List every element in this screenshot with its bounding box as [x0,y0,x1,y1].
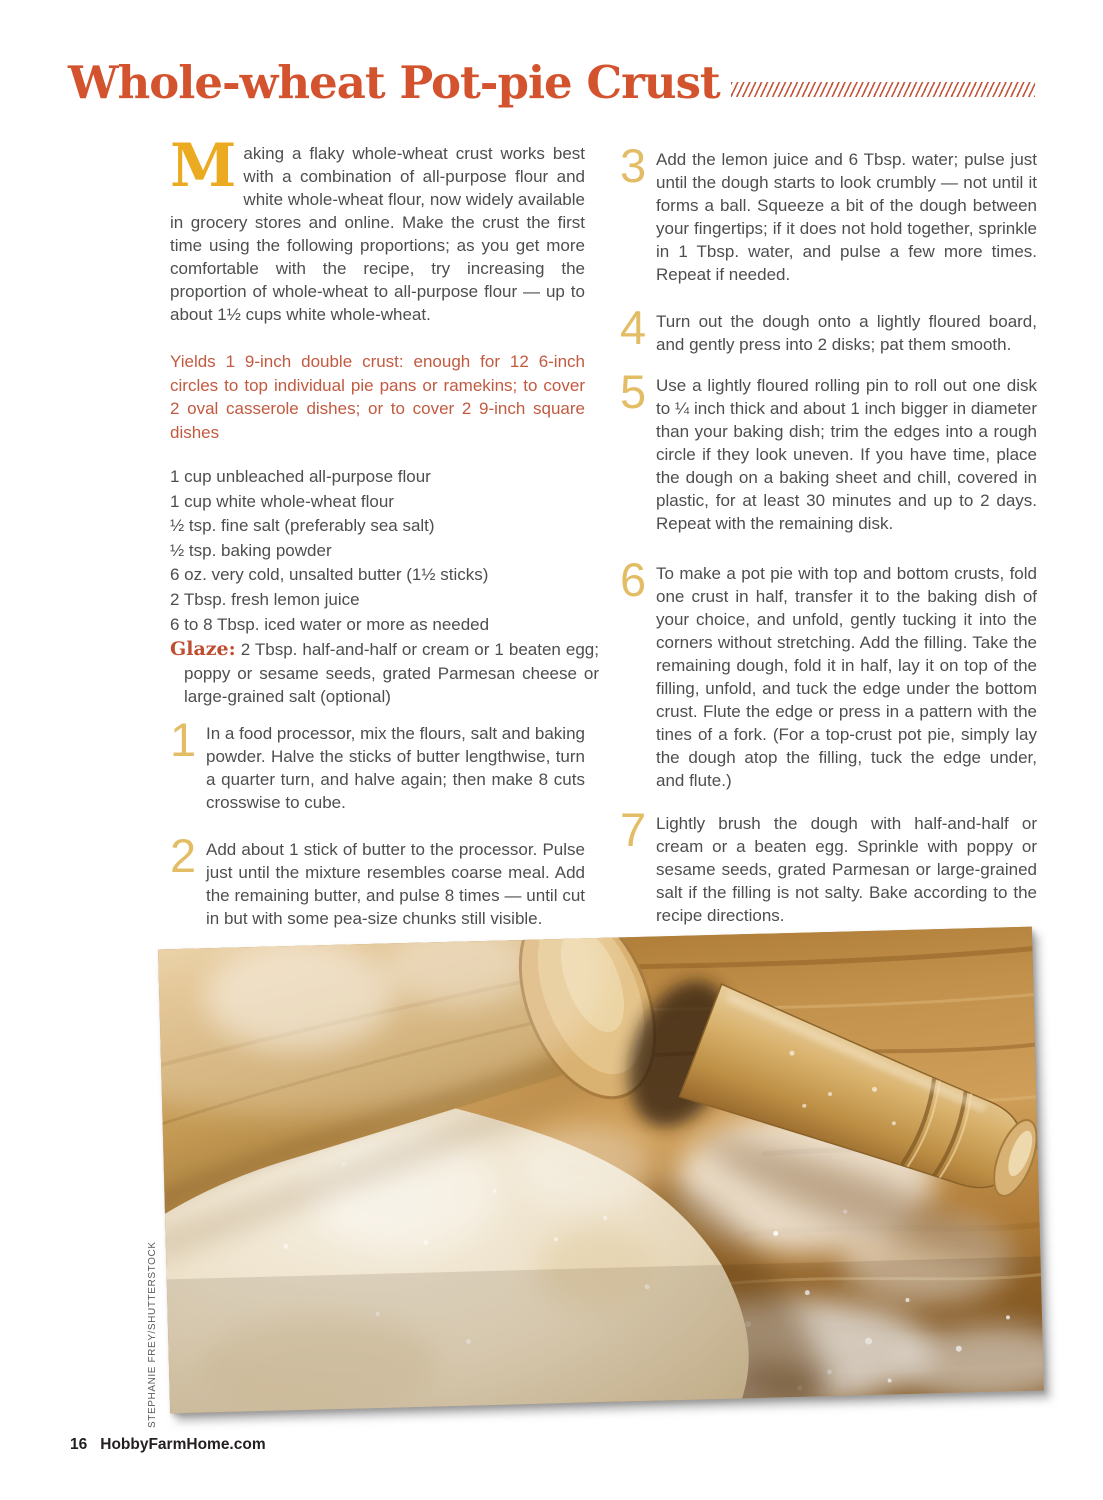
drop-cap: M [170,131,237,201]
step-text: Lightly brush the dough with half-and-half or cream or a beaten egg. Sprinkle with poppy or sesame seeds, grated Parmesan or large-grained salt if the filling is not salty. Bake according to the recipe directions. [656,814,1037,925]
step-number: 5 [620,365,647,418]
step-number: 1 [170,713,197,766]
step-number: 3 [620,139,647,192]
step-6 [620,553,1037,792]
glaze-text: 2 Tbsp. half-and-half or cream or 1 beaten egg; poppy or sesame seeds, grated Parmesan cheese or large-grained salt (optional) [184,640,599,706]
step-3 [620,139,1037,286]
rolling-pin-dough-scene [158,927,1044,1414]
step-text: Add about 1 stick of butter to the processor. Pulse just until the mixture resembles coarse meal. Add the remaining butter, and pulse 8 times — until cut in but with some pea-size chunks still visible. [206,840,585,928]
intro-paragraph [170,131,585,326]
ingredient-item: 6 oz. very cold, unsalted butter (1½ sticks) [170,565,489,585]
step-text: In a food processor, mix the flours, salt and baking powder. Halve the sticks of butter lengthwise, turn a quarter turn, and halve again; then make 8 cuts crosswise to cube. [206,724,585,812]
ingredient-item: ½ tsp. fine salt (preferably sea salt) [170,516,435,536]
step-text: To make a pot pie with top and bottom crusts, fold one crust in half, transfer it to the baking dish of your choice, and unfold, gently tucking it into the corners without stretching. Add the filling. Take the remaining dough, fold it in half, lay it on top of the filling, unfold, and tuck the edge under the bottom crust. Flute the edge or press in a pattern with the tines of a fork. (For a top-crust pot pie, simply lay the dough atop the filling, tuck the edge under, and flute.) [656,564,1037,790]
ingredient-item: ½ tsp. baking powder [170,540,332,560]
step-number: 2 [170,829,197,882]
step-number: 6 [620,553,647,606]
page-footer [70,1436,266,1454]
step-5 [620,365,1037,535]
step-2 [170,829,585,930]
yield-note: Yields 1 9-inch double crust: enough for 12 6-inch circles to top individual pie pans or ramekins; to cover 2 oval casserole dishes; or to cover 2 9-inch square dishes [170,352,585,442]
step-number: 7 [620,803,647,856]
site-name: HobbyFarmHome.com [100,1436,266,1453]
glaze-label: Glaze: [170,638,236,660]
ingredient-item: 6 to 8 Tbsp. iced water or more as needed [170,614,490,634]
step-text: Add the lemon juice and 6 Tbsp. water; pulse just until the dough starts to look crumbly — not until it forms a ball. Squeeze a bit of the dough between your fingertips; if it does not hold together, sprinkle in 1 Tbsp. water, and pulse a few more times. Repeat if needed. [656,150,1037,284]
step-text: Use a lightly floured rolling pin to roll out one disk to ¼ inch thick and about 1 inch bigger in diameter than your baking dish; trim the edges into a rough circle if they look uneven. If you have time, place the dough on a baking sheet and chill, covered in plastic, for at least 30 minutes and up to 2 days. Repeat with the remaining disk. [656,376,1037,533]
step-1 [170,713,585,814]
page-number: 16 [70,1436,88,1453]
page-title: Whole-wheat Pot-pie Crust [68,56,720,109]
photo-credit: STEPHANIE FREY/SHUTTERSTOCK [147,1241,158,1428]
ingredient-item: 1 cup white whole-wheat flour [170,491,394,511]
glaze-note [170,638,599,709]
step-4 [620,301,1037,356]
step-7 [620,803,1037,927]
ingredient-list [170,465,585,637]
ingredient-item: 2 Tbsp. fresh lemon juice [170,589,360,609]
hatch-divider [731,82,1035,97]
ingredient-item: 1 cup unbleached all-purpose flour [170,467,431,486]
step-text: Turn out the dough onto a lightly floured board, and gently press into 2 disks; pat them smooth. [656,312,1037,354]
recipe-photo [158,927,1044,1414]
step-number: 4 [620,301,647,354]
vignette [167,1257,1044,1414]
intro-text: aking a flaky whole-wheat crust works best with a combination of all-purpose flour and white whole-wheat flour, now widely available in grocery stores and online. Make the crust the first time using the following proportions; as you get more comfortable with the recipe, try increasing the proportion of whole-wheat to all-purpose flour — up to about 1½ cups white whole-wheat. [170,144,585,324]
